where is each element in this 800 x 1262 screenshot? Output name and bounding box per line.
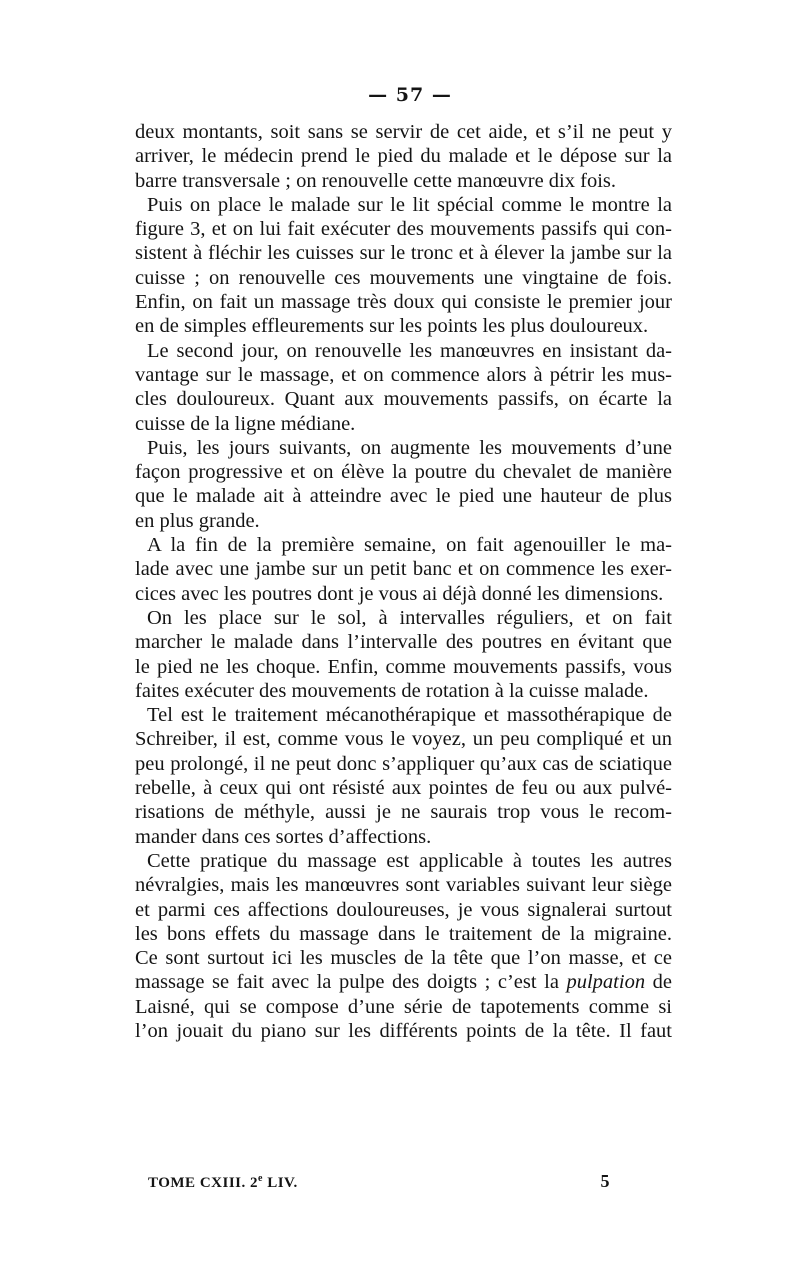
text-line: mander dans ces sortes d’affections. [135, 825, 432, 848]
text-line: Laisné, qui se compose d’une série de tapotements comme si [135, 995, 672, 1018]
text-line: que le malade ait à atteindre avec le pied une hauteur de plus [135, 485, 672, 508]
text-line: massage se fait avec la pulpe des doigts ; c’est la pulpation de [135, 971, 672, 994]
text-line: rebelle, à ceux qui ont résisté aux pointes de feu ou aux pulvé- [135, 777, 672, 800]
page-number: — 57 — [368, 84, 452, 106]
text-line: peu prolongé, il ne peut donc s’appliquer qu’aux cas de sciatique [135, 752, 672, 775]
text-line: Ce sont surtout ici les muscles de la tête que l’on masse, et ce [135, 947, 672, 970]
page-footer [148, 1173, 610, 1192]
text-line: Enfin, on fait un massage très doux qui consiste le premier jour [135, 291, 672, 314]
text-line: A la fin de la première semaine, on fait agenouiller le ma- [147, 534, 672, 557]
text-line: cles douloureux. Quant aux mouvements passifs, on écarte la [135, 388, 672, 411]
text-line: Puis, les jours suivants, on augmente les mouvements d’une [147, 436, 672, 459]
text-line: cices avec les poutres dont je vous ai déjà donné les dimensions. [135, 582, 664, 605]
text-line: Le second jour, on renouvelle les manœuvres en insistant da- [147, 339, 672, 362]
text-line: cuisse ; on renouvelle ces mouvements une vingtaine de fois. [135, 266, 672, 289]
body-text [135, 120, 672, 1043]
text-line: l’on jouait du piano sur les différents points de la tête. Il faut [135, 1019, 672, 1042]
text-line: Tel est le traitement mécanothérapique et massothérapique de [147, 704, 672, 727]
text-line: Cette pratique du massage est applicable à toutes les autres [147, 849, 672, 872]
footer-signature: 5 [600, 1171, 610, 1191]
text-line: vantage sur le massage, et on commence alors à pétrir les mus- [135, 363, 672, 386]
text-line: en plus grande. [135, 509, 260, 532]
text-line: Puis on place le malade sur le lit spécial comme le montre la [147, 193, 672, 216]
text-line: faites exécuter des mouvements de rotation à la cuisse malade. [135, 679, 649, 702]
text-line: figure 3, et on lui fait exécuter des mouvements passifs qui con- [135, 218, 672, 241]
text-line: et parmi ces affections douloureuses, je vous signalerai surtout [135, 898, 672, 921]
text-line: façon progressive et on élève la poutre du chevalet de manière [135, 461, 672, 484]
text-line: marcher le malade dans l’intervalle des poutres en évitant que [135, 631, 672, 654]
text-line: Schreiber, il est, comme vous le voyez, un peu compliqué et un [135, 728, 672, 751]
text-line: On les place sur le sol, à intervalles réguliers, et on fait [147, 606, 672, 629]
text-line: les bons effets du massage dans le traitement de la migraine. [135, 922, 672, 945]
text-line: en de simples effleurements sur les points les plus douloureux. [135, 315, 649, 338]
text-line: barre transversale ; on renouvelle cette manœuvre dix fois. [135, 169, 616, 192]
text-line: deux montants, soit sans se servir de cet aide, et s’il ne peut y [135, 121, 672, 143]
text-line: le pied ne les choque. Enfin, comme mouvements passifs, vous [135, 655, 672, 678]
footer-volume: TOME CXIII. 2e LIV. [148, 1173, 298, 1191]
text-line: névralgies, mais les manœuvres sont variables suivant leur siège [135, 874, 672, 897]
text-line: risations de méthyle, aussi je ne saurais trop vous le recom- [135, 801, 672, 824]
text-line: sistent à fléchir les cuisses sur le tronc et à élever la jambe sur la [135, 242, 672, 265]
text-line: arriver, le médecin prend le pied du malade et le dépose sur la [135, 145, 672, 168]
text-line: cuisse de la ligne médiane. [135, 412, 356, 435]
text-line: lade avec une jambe sur un petit banc et on commence les exer- [135, 558, 672, 581]
